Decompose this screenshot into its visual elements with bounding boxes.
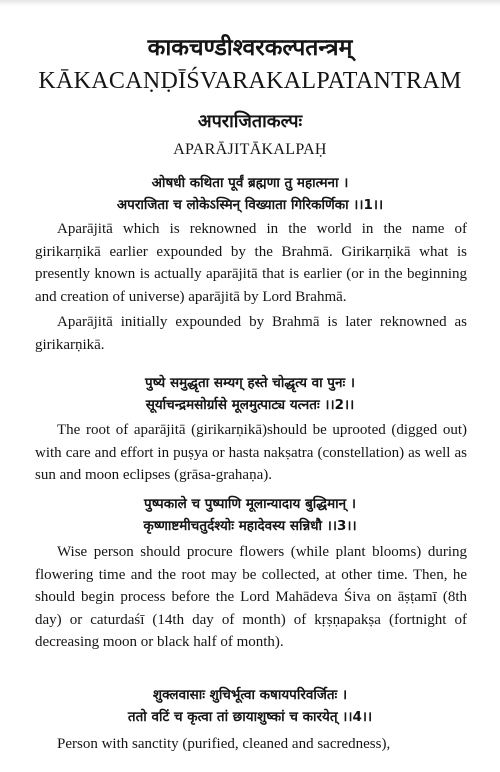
verse-line: अपराजिता च लोकेऽस्मिन् विख्याता गिरिकर्णिका ।।1।। bbox=[116, 197, 384, 213]
translation-paragraph: Wise person should procure flowers (while plant blooms) during flowering time and the root may be collected, at other time. Then, he should begin process before the Lord Mahādeva Śiva on āṣṭamī (8th day) or caturdaśī (14th day of month) of kṛṣṇapakṣa (fortnight of decreasing moon or black half of month). bbox=[35, 544, 467, 650]
verse-line: सूर्याचन्द्रमसोर्ग्रासे मूलमुत्पाट्य यत्नतः ।।2।। bbox=[145, 397, 355, 413]
verse-3 bbox=[0, 493, 500, 537]
translation-paragraph: Aparājitā initially expounded by Brahmā is later reknowned as girikarṇikā. bbox=[35, 314, 467, 353]
translation-paragraph: Person with sanctity (purified, cleaned and sacredness), bbox=[57, 736, 391, 752]
verse-line: पुष्पकाले च पुष्पाणि मूलान्यादाय बुद्धिमान् । bbox=[144, 496, 356, 512]
verse-line: पुष्ये समुद्धृता सम्यग् हस्ते चोद्धृत्य वा पुनः । bbox=[144, 375, 356, 391]
verse-line: कृष्णाष्टमीचतुर्दश्योः महादेवस्य सन्निधौ ।।3।। bbox=[143, 518, 357, 534]
translation-paragraph: Aparājitā which is reknowned in the world in the name of girikarṇikā earlier expounded by the Brahmā. Girikarṇikā what is presently known is actually aparājitā that is earlier (or in the beginning and creation of universe) aparājitā by Lord Brahmā. bbox=[35, 221, 467, 305]
verse-2 bbox=[0, 372, 500, 416]
verse-line: ओषधी कथिता पूर्वं ब्रह्मणा तु महात्मना । bbox=[151, 175, 349, 191]
section-title-roman: APARĀJITĀKALPAḤ bbox=[173, 141, 327, 158]
title-roman: KĀKACAṆḌĪŚVARAKALPATANTRAM bbox=[38, 68, 462, 94]
section-title-devanagari: अपराजिताकल्पः bbox=[197, 111, 303, 132]
title-devanagari: काकचण्डीश्वरकल्पतन्त्रम् bbox=[147, 35, 353, 61]
verse-1 bbox=[0, 172, 500, 216]
verse-line: ततो वटिं च कृत्वा तां छायाशुष्कां च कारयेत् ।।4।। bbox=[127, 709, 373, 725]
bleed-through-strip bbox=[0, 0, 500, 6]
translation-paragraph: The root of aparājitā (girikarṇikā)should be uprooted (digged out) with care and effort in puṣya or hasta nakṣatra (constellation) as well as sun and moon eclipses (grāsa-grahaṇa). bbox=[35, 422, 467, 483]
verse-line: शुक्लवासाः शुचिर्भूत्वा कषायपरिवर्जितः । bbox=[152, 687, 348, 703]
verse-4 bbox=[0, 684, 500, 728]
